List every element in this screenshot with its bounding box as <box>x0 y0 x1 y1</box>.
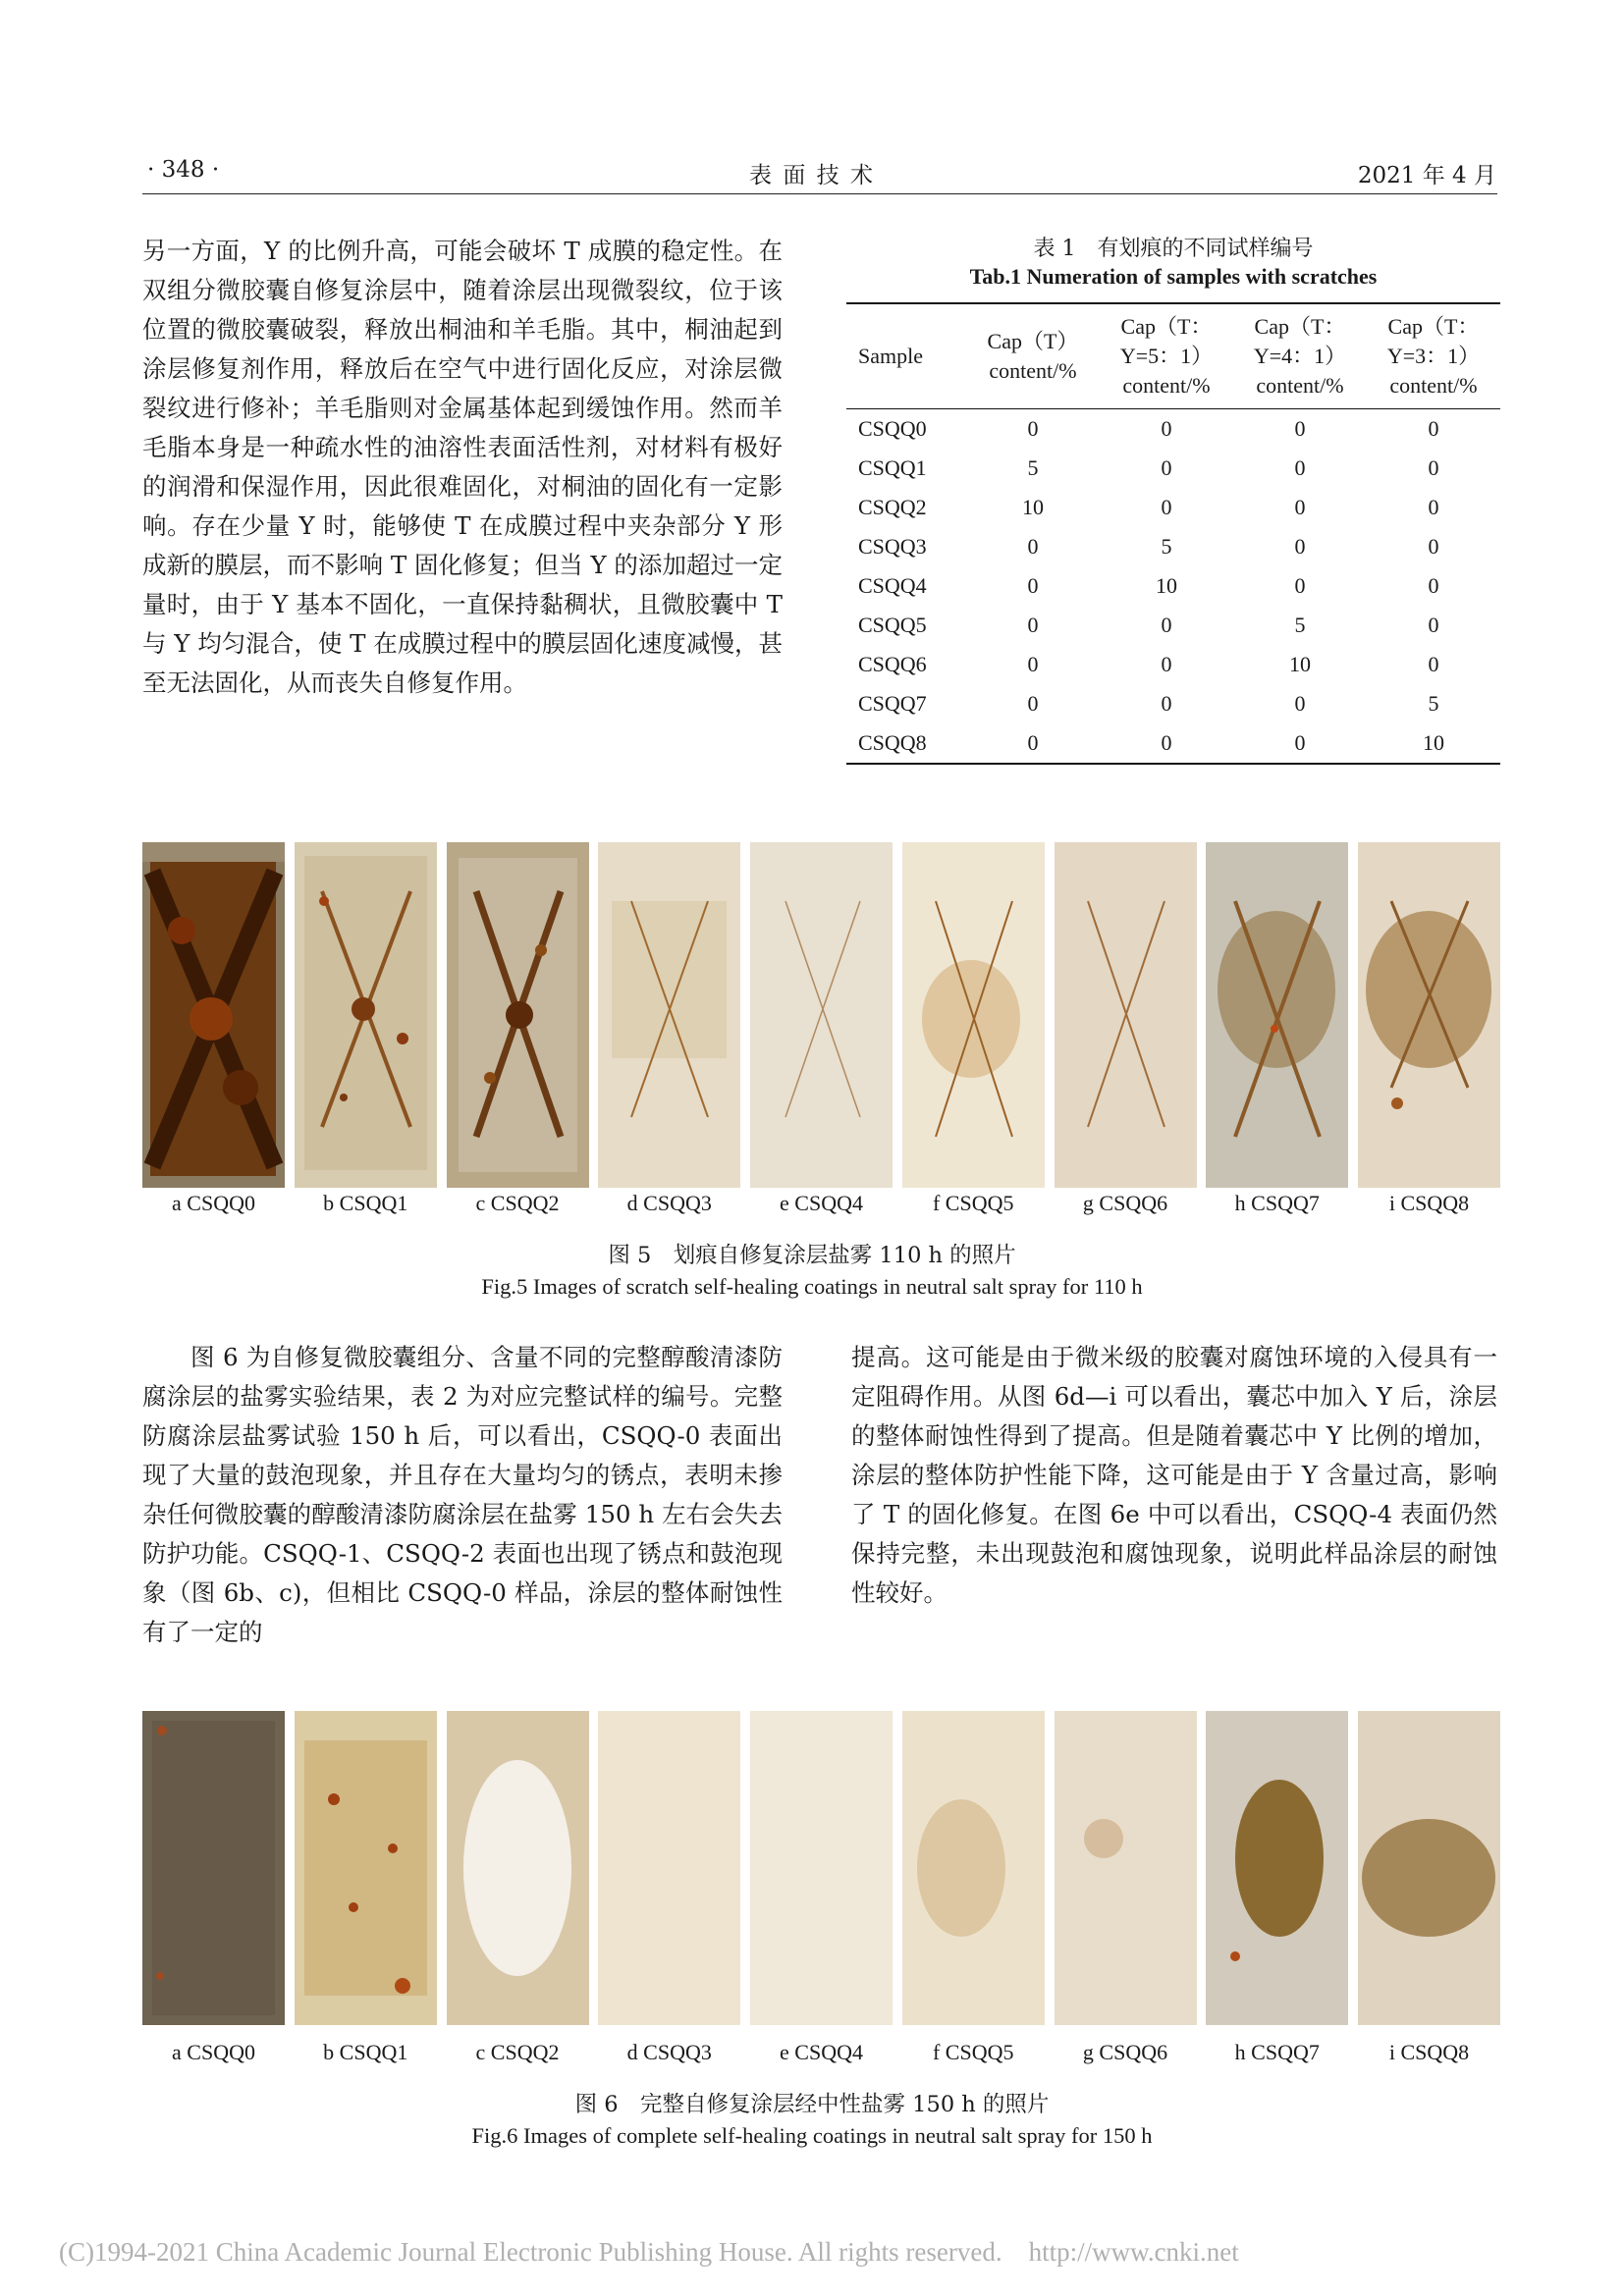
body-right-column: 提高。这可能是由于微米级的胶囊对腐蚀环境的入侵具有一定阻碍作用。从图 6d—i 可以看出，囊芯中加入 Y 后，涂层的整体耐蚀性得到了提高。但是随着囊芯中 Y 比例的增加，涂层的整体防护性能下降，这可能是由于 Y 含量过高，影响了 T 的固化修复。在图 6e 中可以看出，CSQQ-4 表面仍然保持完整，未出现鼓泡和腐蚀现象，说明此样品涂层的耐蚀性较好。 <box>851 1343 1497 1607</box>
photo-fig5-b <box>295 842 437 1188</box>
table-row <box>846 684 1500 723</box>
figure-6-labels <box>142 2040 1500 2065</box>
content-cell: 0 <box>1161 455 1172 480</box>
table-row <box>846 409 1500 450</box>
table-1-title-cn: 表 1 有划痕的不同试样编号 <box>1033 237 1314 261</box>
photo-fig5-a <box>142 842 285 1188</box>
figure-5-photos <box>142 842 1500 1188</box>
fig6-label: b CSQQ1 <box>323 2040 408 2064</box>
content-cell: 0 <box>1428 455 1439 480</box>
fig6-label: d CSQQ3 <box>626 2040 712 2064</box>
sample-cell: CSQQ7 <box>858 691 927 716</box>
figure-5-caption-cn: 图 5 划痕自修复涂层盐雾 110 h 的照片 <box>608 1243 1016 1268</box>
content-cell: 5 <box>1428 691 1439 716</box>
sample-cell: CSQQ8 <box>858 730 927 755</box>
journal-name: 表 面 技 术 <box>749 163 875 188</box>
content-cell: 0 <box>1294 691 1306 716</box>
fig6-label: f CSQQ5 <box>932 2040 1014 2064</box>
fig6-label: c CSQQ2 <box>475 2040 560 2064</box>
header-rule <box>142 193 1497 194</box>
photo-fig6-a <box>142 1711 285 2025</box>
table-header-cell: Cap（T：Y=3：1）content/% <box>1386 314 1481 398</box>
content-cell: 0 <box>1161 691 1172 716</box>
content-cell: 0 <box>1027 416 1039 441</box>
content-cell: 0 <box>1428 416 1439 441</box>
content-cell: 0 <box>1161 613 1172 637</box>
fig6-label: a CSQQ0 <box>172 2040 255 2064</box>
fig6-label: h CSQQ7 <box>1234 2040 1320 2064</box>
photo-fig5-e <box>750 842 893 1188</box>
figure-6-photos <box>142 1711 1500 2025</box>
content-cell: 5 <box>1294 613 1306 637</box>
photo-fig6-b <box>295 1711 437 2025</box>
figure-6-caption-cn: 图 6 完整自修复涂层经中性盐雾 150 h 的照片 <box>574 2092 1050 2117</box>
issue-date: 2021 年 4 月 <box>1357 163 1496 188</box>
content-cell: 0 <box>1294 455 1306 480</box>
content-cell: 0 <box>1161 416 1172 441</box>
table-header-row <box>846 303 1500 409</box>
figure-6-caption-en: Fig.6 Images of complete self-healing coatings in neutral salt spray for 150 h <box>471 2123 1153 2148</box>
content-cell: 0 <box>1428 495 1439 519</box>
copyright-footer: (C)1994-2021 China Academic Journal Electronic Publishing House. All rights reserved. http://www.cnki.net <box>59 2237 1239 2267</box>
content-cell: 0 <box>1428 613 1439 637</box>
table-1-body <box>846 409 1500 765</box>
content-cell: 0 <box>1161 495 1172 519</box>
content-cell: 0 <box>1428 534 1439 559</box>
content-cell: 0 <box>1027 573 1039 598</box>
content-cell: 5 <box>1161 534 1172 559</box>
table-header-cell: Cap（T：Y=5：1）content/% <box>1119 314 1214 398</box>
table-header-cell: Cap（T）content/% <box>987 329 1079 383</box>
table-row <box>846 488 1500 527</box>
photo-fig6-c <box>447 1711 589 2025</box>
photo-fig6-d <box>598 1711 740 2025</box>
photo-fig5-f <box>902 842 1045 1188</box>
content-cell: 10 <box>1423 730 1444 755</box>
sample-cell: CSQQ5 <box>858 613 927 637</box>
photo-fig6-g <box>1055 1711 1197 2025</box>
content-cell: 0 <box>1428 652 1439 676</box>
content-cell: 0 <box>1027 613 1039 637</box>
sample-cell: CSQQ4 <box>858 573 927 598</box>
photo-fig6-e <box>750 1711 893 2025</box>
photo-fig5-i <box>1358 842 1500 1188</box>
table-row <box>846 449 1500 488</box>
photo-fig5-c <box>447 842 589 1188</box>
content-cell: 0 <box>1161 652 1172 676</box>
left-paragraph: 另一方面，Y 的比例升高，可能会破坏 T 成膜的稳定性。在双组分微胶囊自修复涂层中，随着涂层出现微裂纹，位于该位置的微胶囊破裂，释放出桐油和羊毛脂。其中，桐油起到涂层修复剂作用，释放后在空气中进行固化反应，对涂层微裂纹进行修补；羊毛脂则对金属基体起到缓蚀作用。然而羊毛脂本身是一种疏水性的油溶性表面活性剂，对材料有极好的润滑和保湿作用，因此很难固化，对桐油的固化有一定影响。存在少量 Y 时，能够使 T 在成膜过程中夹杂部分 Y 形成新的膜层，而不影响 T 固化修复；但当 Y 的添加超过一定量时，由于 Y 基本不固化，一直保持黏稠状，且微胶囊中 T 与 Y 均匀混合，使 T 在成膜过程中的膜层固化速度减慢，甚至无法固化，从而丧失自修复作用。 <box>142 237 783 697</box>
photo-fig6-h <box>1206 1711 1348 2025</box>
fig6-label: g CSQQ6 <box>1082 2040 1168 2064</box>
table-row <box>846 527 1500 566</box>
sample-cell: CSQQ1 <box>858 455 927 480</box>
content-cell: 0 <box>1027 652 1039 676</box>
content-cell: 0 <box>1428 573 1439 598</box>
table-1 <box>846 236 1500 765</box>
sample-cell: CSQQ2 <box>858 495 927 519</box>
content-cell: 10 <box>1022 495 1044 519</box>
content-cell: 0 <box>1027 691 1039 716</box>
page-number: · 348 · <box>147 157 220 183</box>
content-cell: 0 <box>1294 730 1306 755</box>
photo-fig5-g <box>1055 842 1197 1188</box>
table-1-title-en: Tab.1 Numeration of samples with scratches <box>969 264 1378 289</box>
fig5-label: e CSQQ4 <box>780 1191 863 1215</box>
fig5-label: a CSQQ0 <box>172 1191 255 1215</box>
figure-5-caption-en: Fig.5 Images of scratch self-healing coatings in neutral salt spray for 110 h <box>481 1274 1143 1299</box>
photo-fig5-h <box>1206 842 1348 1188</box>
sample-cell: CSQQ6 <box>858 652 927 676</box>
sample-cell: CSQQ0 <box>858 416 927 441</box>
content-cell: 0 <box>1294 573 1306 598</box>
content-cell: 0 <box>1294 495 1306 519</box>
content-cell: 0 <box>1161 730 1172 755</box>
fig5-label: c CSQQ2 <box>475 1191 560 1215</box>
fig6-label: i CSQQ8 <box>1388 2040 1470 2064</box>
content-cell: 0 <box>1294 534 1306 559</box>
fig5-label: i CSQQ8 <box>1388 1191 1470 1215</box>
table-1-grid <box>846 302 1500 765</box>
content-cell: 0 <box>1027 534 1039 559</box>
content-cell: 0 <box>1027 730 1039 755</box>
content-cell: 10 <box>1289 652 1311 676</box>
figure-5-labels <box>142 1191 1500 1216</box>
content-cell: 5 <box>1027 455 1039 480</box>
photo-fig6-f <box>902 1711 1045 2025</box>
photo-fig5-d <box>598 842 740 1188</box>
fig5-label: f CSQQ5 <box>932 1191 1014 1215</box>
fig5-label: h CSQQ7 <box>1234 1191 1320 1215</box>
content-cell: 0 <box>1294 416 1306 441</box>
fig5-label: b CSQQ1 <box>323 1191 408 1215</box>
content-cell: 10 <box>1156 573 1177 598</box>
table-row <box>846 723 1500 764</box>
body-left-column: 图 6 为自修复微胶囊组分、含量不同的完整醇酸清漆防腐涂层的盐雾实验结果，表 2 为对应完整试样的编号。完整防腐涂层盐雾试验 150 h 后，可以看出，CSQQ-0 表面出现了大量的鼓泡现象，并且存在大量均匀的锈点，表明未掺杂任何微胶囊的醇酸清漆防腐涂层在盐雾 150 h 左右会失去防护功能。CSQQ-1、CSQQ-2 表面也出现了锈点和鼓泡现象（图 6b、c)，但相比 CSQQ-0 样品，涂层的整体耐蚀性有了一定的 <box>142 1343 783 1646</box>
table-header-cell: Cap（T：Y=4：1）content/% <box>1253 314 1347 398</box>
figure-6-caption <box>0 2089 1624 2152</box>
sample-cell: CSQQ3 <box>858 534 927 559</box>
fig5-label: g CSQQ6 <box>1082 1191 1168 1215</box>
table-row <box>846 645 1500 684</box>
photo-fig6-i <box>1358 1711 1500 2025</box>
fig6-label: e CSQQ4 <box>780 2040 863 2064</box>
figure-5-caption <box>0 1240 1624 1303</box>
table-row <box>846 606 1500 645</box>
table-header-cell: Sample <box>858 344 923 368</box>
table-row <box>846 566 1500 606</box>
fig5-label: d CSQQ3 <box>626 1191 712 1215</box>
